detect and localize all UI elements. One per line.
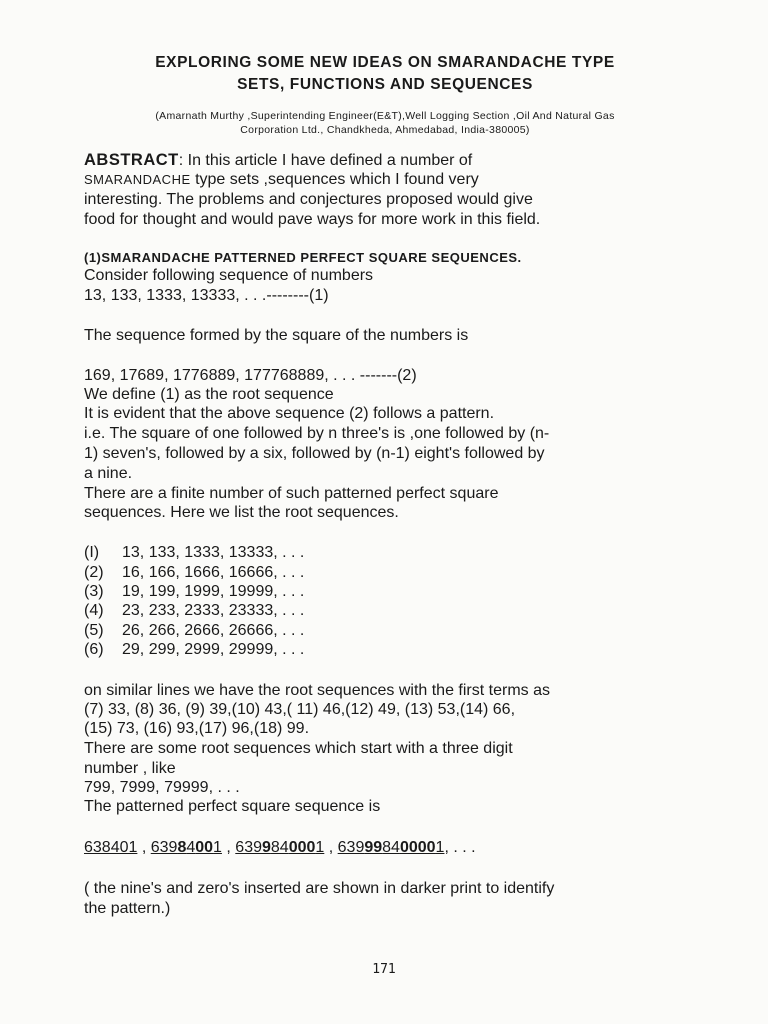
- sequence-term: 639: [150, 839, 178, 856]
- abstract-line1: [84, 150, 472, 171]
- paper-title-line1: EXPLORING SOME NEW IDEAS ON SMARANDACHE TYPE: [155, 54, 615, 71]
- text-line: 169, 17689, 1776889, 177768889, . . . -------(2): [84, 367, 417, 384]
- list-number: (3): [84, 583, 104, 600]
- text-line: It is evident that the above sequence (2) follows a pattern.: [84, 405, 495, 422]
- affiliation-line1: (Amarnath Murthy ,Superintending Engineer(E&T),Well Logging Section ,Oil And Natural Gas: [155, 110, 615, 122]
- abstract-line4: food for thought and would pave ways for more work in this field.: [84, 211, 541, 228]
- sequence-digit-dark: 000: [288, 839, 316, 856]
- text-line: i.e. The square of one followed by n three's is ,one followed by (n-: [84, 425, 550, 442]
- list-number: (6): [84, 641, 104, 658]
- list-text: 16, 166, 1666, 16666, . . .: [122, 564, 305, 581]
- list-text: 13, 133, 1333, 13333, . . .: [122, 544, 305, 561]
- abstract-line3: interesting. The problems and conjectures proposed would give: [84, 191, 533, 208]
- sequence-term: 639: [235, 839, 262, 856]
- list-number: (4): [84, 602, 104, 619]
- text-line: sequences. Here we list the root sequences.: [84, 504, 399, 521]
- list-text: 26, 266, 2666, 26666, . . .: [122, 622, 305, 639]
- list-item: [84, 621, 304, 641]
- list-item: [84, 640, 304, 660]
- affiliation-line2: Corporation Ltd., Chandkheda, Ahmedabad, India-380005): [240, 124, 530, 136]
- text-line: ( the nine's and zero's inserted are shown in darker print to identify: [84, 880, 555, 897]
- sequence-digit-dark: 8: [177, 839, 187, 856]
- list-number: (5): [84, 622, 104, 639]
- text-line: Consider following sequence of numbers: [84, 267, 374, 284]
- text-line: the pattern.): [84, 900, 171, 917]
- list-text: 23, 233, 2333, 23333, . . .: [122, 602, 305, 619]
- abstract-text: type sets ,sequences which I found very: [190, 171, 479, 188]
- text-line: (7) 33, (8) 36, (9) 39,(10) 43,( 11) 46,(12) 49, (13) 53,(14) 66,: [84, 701, 516, 718]
- text-line: on similar lines we have the root sequences with the first terms as: [84, 682, 550, 699]
- text-line: There are a finite number of such patterned perfect square: [84, 485, 499, 502]
- square-sequence: 638401 , 63984001 , 6399840001 , 639998400001, . . .: [84, 839, 476, 856]
- sequence-term: 639: [337, 839, 365, 856]
- list-item: [84, 582, 304, 602]
- page-number: 171: [372, 962, 396, 977]
- text-line: There are some root sequences which start with a three digit: [84, 740, 513, 757]
- text-line: (15) 73, (16) 93,(17) 96,(18) 99.: [84, 720, 310, 737]
- list-text: 19, 199, 1999, 19999, . . .: [122, 583, 305, 600]
- text-line: a nine.: [84, 465, 133, 482]
- text-line: 1) seven's, followed by a six, followed by (n-1) eight's followed by: [84, 445, 545, 462]
- sequence-digit-dark: 99: [364, 839, 383, 856]
- list-number: (2): [84, 564, 104, 581]
- abstract-line2: [84, 170, 479, 190]
- abstract-label: ABSTRACT: [84, 151, 179, 169]
- sequence-digit-dark: 9: [262, 839, 271, 856]
- text-line: 13, 133, 1333, 13333, . . .--------(1): [84, 287, 329, 304]
- text-line: The patterned perfect square sequence is: [84, 798, 381, 815]
- abstract-text: : In this article I have defined a number of: [178, 152, 473, 169]
- text-line: 799, 7999, 79999, . . .: [84, 779, 240, 796]
- list-item: [84, 543, 304, 563]
- sequence-digit-dark: 0000: [399, 839, 436, 856]
- text-line: We define (1) as the root sequence: [84, 386, 334, 403]
- sequence-digit-dark: 00: [195, 839, 214, 856]
- smarandache-word: SMARANDACHE: [84, 172, 191, 187]
- text-line: number , like: [84, 760, 176, 777]
- list-text: 29, 299, 2999, 29999, . . .: [122, 641, 305, 658]
- list-item: [84, 563, 304, 583]
- paper-title-line2: SETS, FUNCTIONS AND SEQUENCES: [237, 76, 533, 93]
- text-line: The sequence formed by the square of the numbers is: [84, 327, 469, 344]
- sequence-term: 638401: [84, 839, 138, 856]
- section1-heading: (1)SMARANDACHE PATTERNED PERFECT SQUARE SEQUENCES.: [84, 250, 522, 265]
- list-number: (I): [84, 544, 100, 561]
- list-item: [84, 601, 304, 621]
